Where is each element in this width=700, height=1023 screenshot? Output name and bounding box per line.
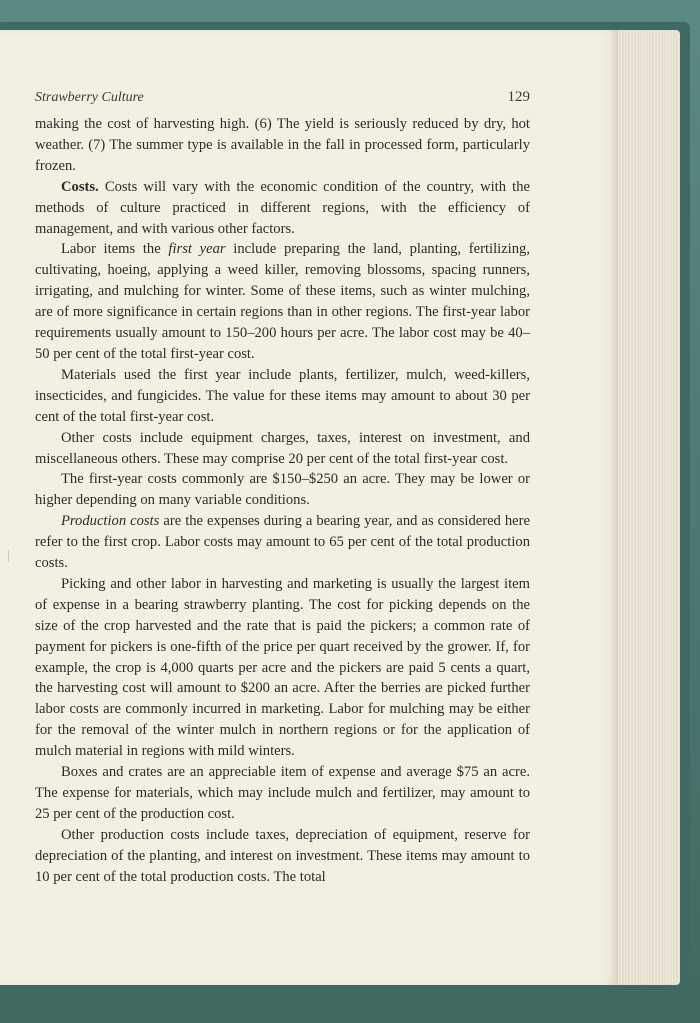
paragraph xyxy=(35,469,530,511)
paragraph xyxy=(35,511,530,574)
paragraph xyxy=(35,762,530,825)
text-run: The first-year costs commonly are $150–$250 an acre. They may be lower or higher depending on many variable conditions. xyxy=(35,471,530,509)
paragraph xyxy=(35,177,530,240)
page-number: 129 xyxy=(507,89,530,105)
text-run: Materials used the first year include plants, fertilizer, mulch, weed-killers, insecticides, and fungicides. The value for these items may amount to about 30 per cent of the total first-year cost. xyxy=(35,366,530,425)
margin-mark xyxy=(8,550,9,562)
text-run: Labor items the xyxy=(61,241,169,258)
text-run: Other costs include equipment charges, taxes, interest on investment, and miscellaneous others. These may comprise 20 per cent of the total first-year cost. xyxy=(35,429,530,467)
paragraph xyxy=(35,365,530,428)
body-text xyxy=(35,114,530,888)
running-title: Strawberry Culture xyxy=(35,90,144,105)
book-page xyxy=(0,30,618,985)
text-run: include preparing the land, planting, fertilizing, cultivating, hoeing, applying a weed killer, removing blossoms, spacing runners, irrigating, and mulching for winter. Some of these items, such as winter mulching, are of more significance in certain regions than in other regions. The first-year labor requirements usually amount to 150–200 hours per acre. The labor cost may be 40–50 per cent of the total first-year cost. xyxy=(35,241,530,362)
text-run: are the expenses during a bearing year, and as considered here refer to the first crop. Labor costs may amount to 65 per cent of the total production costs. xyxy=(35,513,530,572)
text-run: making the cost of harvesting high. (6) The yield is seriously reduced by dry, hot weather. (7) The summer type is available in the fall in processed form, particularly frozen. xyxy=(35,116,530,174)
text-run: Boxes and crates are an appreciable item of expense and average $75 an acre. The expense for materials, which may include mulch and fertilizer, may amount to 25 per cent of the production cost. xyxy=(35,764,530,822)
paragraph xyxy=(35,114,530,177)
text-run: Picking and other labor in harvesting and marketing is usually the largest item of expense in a bearing strawberry planting. The cost for picking depends on the size of the crop harvested and the rate that is paid the pickers; a common rate of payment for pickers is one-fifth of the price per quart received by the grower. If, for example, the crop is 4,000 quarts per acre and the pickers are paid 5 cents a quart, the harvesting cost will amount to $200 an acre. After the berries are picked further labor costs are commonly incurred in marketing. Labor for mulching may be either for the removal of the winter mulch in northern regions or for the application of mulch material in regions with mild winters. xyxy=(35,575,530,760)
emphasis-text: Production costs xyxy=(61,513,160,530)
paragraph xyxy=(35,574,530,762)
text-run: Other production costs include taxes, depreciation of equipment, reserve for depreciation of the planting, and interest on investment. These items may amount to 10 per cent of the total production costs. The total xyxy=(35,826,530,885)
paragraph xyxy=(35,428,530,470)
paragraph xyxy=(35,239,530,364)
text-run: Costs will vary with the economic condition of the country, with the methods of culture practiced in different regions, with the efficiency of management, and with various other factors. xyxy=(35,178,530,237)
paragraph xyxy=(35,825,530,888)
running-head xyxy=(35,90,530,106)
emphasis-text: first year xyxy=(168,241,226,258)
section-run-in-heading: Costs. xyxy=(61,178,99,195)
